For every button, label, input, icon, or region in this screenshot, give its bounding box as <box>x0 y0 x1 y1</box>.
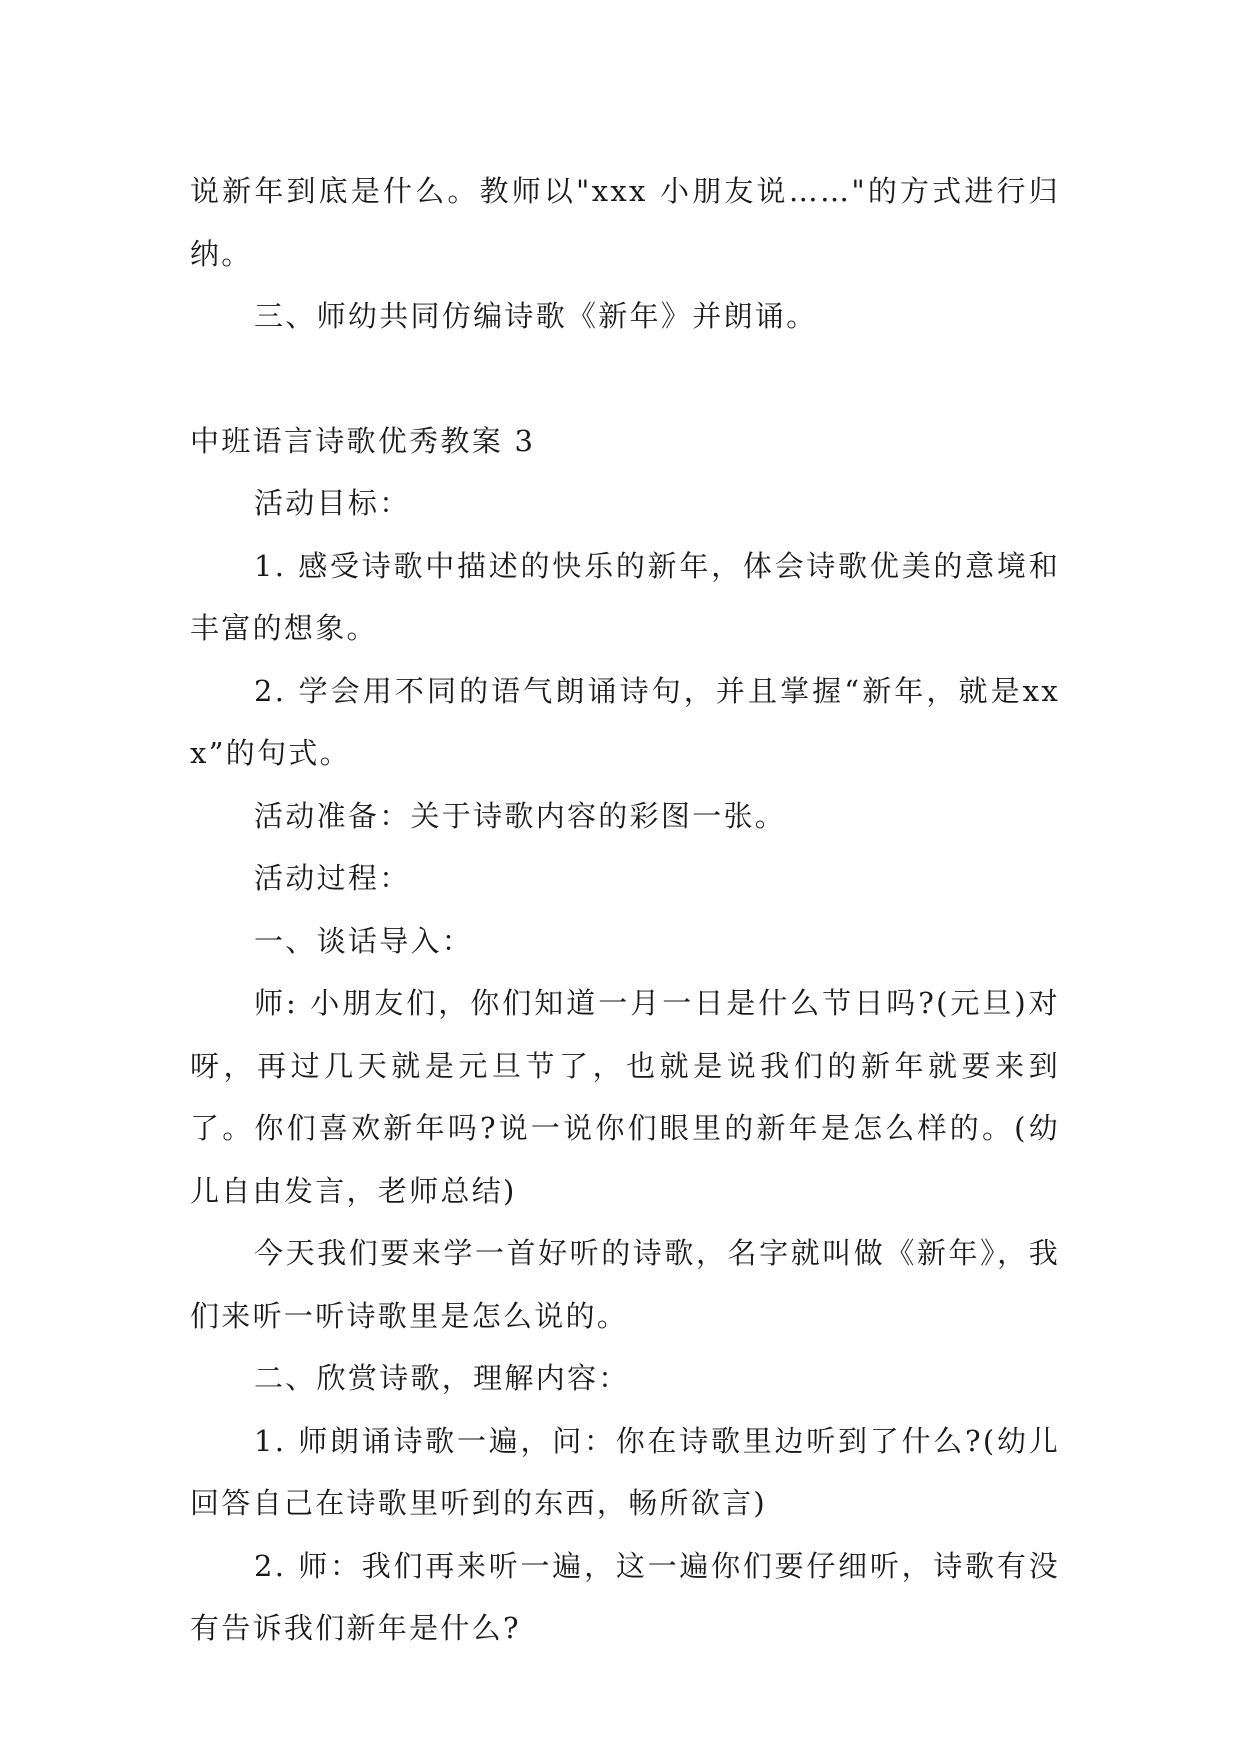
paragraph: 师: 小朋友们，你们知道一月一日是什么节日吗?(元旦)对呀，再过几天就是元旦节了，也就是说我们的新年就要来到了。你们喜欢新年吗?说一说你们眼里的新年是怎么样的。(幼儿自由发言，老师总结) <box>190 986 1060 1208</box>
step-heading-2: 二、欣赏诗歌，理解内容： <box>254 1361 630 1395</box>
section-title: 中班语言诗歌优秀教案 3 <box>190 423 536 458</box>
section-gap <box>190 348 1060 410</box>
paragraph: 2. 师：我们再来听一遍，这一遍你们要仔细听，诗歌有没有告诉我们新年是什么? <box>190 1548 1060 1645</box>
paragraph: 说新年到底是什么。教师以"xxx 小朋友说……"的方式进行归纳。 <box>190 174 1060 271</box>
goal-item-1: 1. 感受诗歌中描述的快乐的新年，体会诗歌优美的意境和丰富的想象。 <box>190 548 1060 645</box>
goal-item-2: 2. 学会用不同的语气朗诵诗句，并且掌握“新年，就是xxx”的句式。 <box>190 673 1060 770</box>
heading-activity-goals: 活动目标： <box>254 486 411 520</box>
heading-activity-process: 活动过程： <box>254 861 411 895</box>
paragraph: 今天我们要来学一首好听的诗歌，名字就叫做《新年》，我们来听一听诗歌里是怎么说的。 <box>190 1236 1060 1333</box>
activity-preparation: 活动准备：关于诗歌内容的彩图一张。 <box>254 798 787 833</box>
document-body <box>190 160 1060 1660</box>
step-heading-1: 一、谈话导入： <box>254 923 474 958</box>
paragraph: 三、师幼共同仿编诗歌《新年》并朗诵。 <box>254 299 818 333</box>
paragraph: 1. 师朗诵诗歌一遍，问：你在诗歌里边听到了什么?(幼儿回答自己在诗歌里听到的东西，畅所欲言) <box>190 1423 1060 1520</box>
